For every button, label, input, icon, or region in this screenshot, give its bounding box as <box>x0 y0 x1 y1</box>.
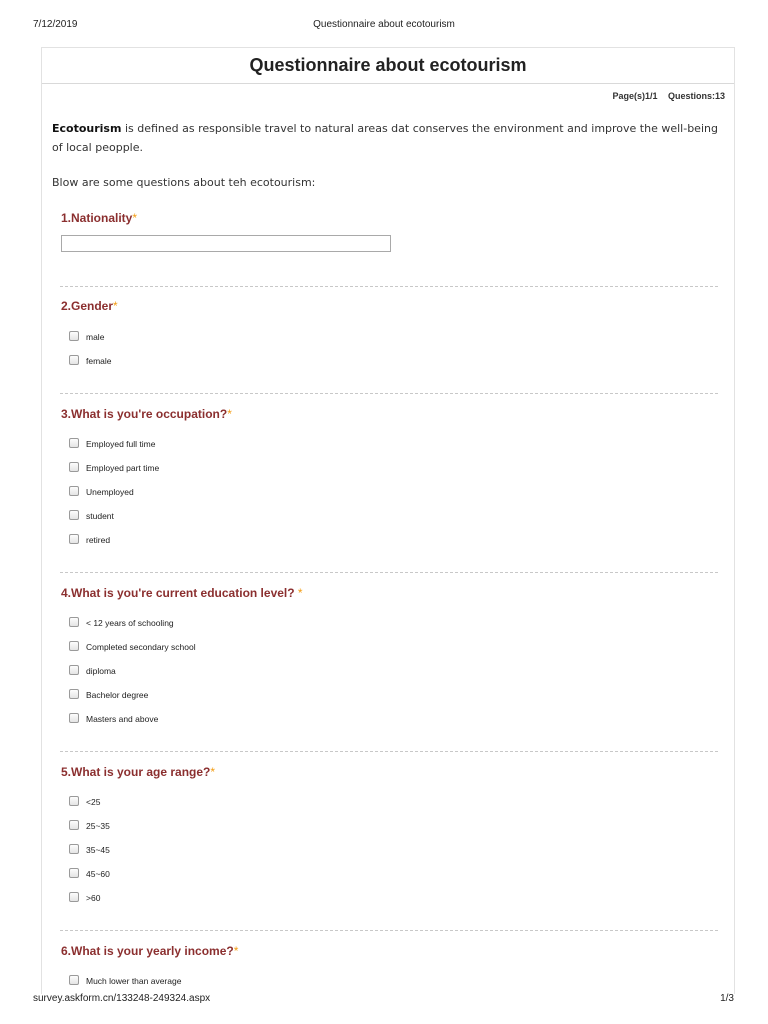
page-count: Page(s)1/1 <box>612 91 658 101</box>
survey-header <box>42 48 734 84</box>
option-age-35-45[interactable]: 35~45 <box>69 844 110 856</box>
option-student[interactable]: student <box>69 510 114 522</box>
question-title: 6.What is your yearly income?* <box>61 944 239 958</box>
survey-form <box>41 47 735 994</box>
checkbox[interactable] <box>69 617 79 627</box>
required-marker: * <box>113 299 118 313</box>
question-education <box>61 586 718 600</box>
option-bachelor[interactable]: Bachelor degree <box>69 689 148 701</box>
question-title: 2.Gender* <box>61 299 118 313</box>
option-unemployed[interactable]: Unemployed <box>69 486 134 498</box>
required-marker: * <box>132 211 138 225</box>
question-title: 4.What is you're current education level? * <box>61 586 303 600</box>
option-age-over-60[interactable]: >60 <box>69 892 100 904</box>
checkbox[interactable] <box>69 868 79 878</box>
checkbox[interactable] <box>69 355 79 365</box>
checkbox[interactable] <box>69 462 79 472</box>
checkbox[interactable] <box>69 486 79 496</box>
checkbox[interactable] <box>69 438 79 448</box>
option-secondary-school[interactable]: Completed secondary school <box>69 641 196 653</box>
option-employed-full-time[interactable]: Employed full time <box>69 438 155 450</box>
required-marker: * <box>233 944 239 958</box>
checkbox[interactable] <box>69 892 79 902</box>
option-age-45-60[interactable]: 45~60 <box>69 868 110 880</box>
intro-subtext: Blow are some questions about teh ecotourism: <box>52 176 316 189</box>
option-female[interactable]: female <box>69 355 112 367</box>
question-yearly-income <box>61 944 718 958</box>
required-marker: * <box>227 407 232 421</box>
checkbox[interactable] <box>69 534 79 544</box>
option-male[interactable]: male <box>69 331 104 343</box>
intro-text: is defined as responsible travel to natural areas dat conserves the environment and improve the well-being of local peopple. <box>52 122 718 154</box>
question-divider <box>60 930 718 931</box>
required-marker: * <box>297 586 303 600</box>
print-page-number: 1/3 <box>720 993 734 1004</box>
option-retired[interactable]: retired <box>69 534 110 546</box>
required-marker: * <box>210 765 216 779</box>
option-masters[interactable]: Masters and above <box>69 713 158 725</box>
survey-title: Questionnaire about ecotourism <box>249 55 527 75</box>
option-age-under-25[interactable]: <25 <box>69 796 100 808</box>
checkbox[interactable] <box>69 844 79 854</box>
checkbox[interactable] <box>69 510 79 520</box>
question-title: 5.What is your age range?* <box>61 765 216 779</box>
question-title: 1.Nationality* <box>61 211 138 225</box>
option-much-lower-than-average[interactable]: Much lower than average <box>69 975 181 987</box>
print-header-title: Questionnaire about ecotourism <box>313 19 455 30</box>
question-nationality <box>61 211 718 225</box>
question-count: Questions:13 <box>667 91 725 101</box>
question-divider <box>60 751 718 752</box>
checkbox[interactable] <box>69 796 79 806</box>
intro-paragraph <box>52 119 732 157</box>
survey-meta <box>612 91 725 101</box>
question-gender <box>61 299 718 313</box>
option-age-25-35[interactable]: 25~35 <box>69 820 110 832</box>
option-under-12-years[interactable]: < 12 years of schooling <box>69 617 174 629</box>
checkbox[interactable] <box>69 641 79 651</box>
question-divider <box>60 572 718 573</box>
question-title: 3.What is you're occupation?* <box>61 407 232 421</box>
checkbox[interactable] <box>69 975 79 985</box>
nationality-input[interactable] <box>61 235 391 252</box>
option-diploma[interactable]: diploma <box>69 665 116 677</box>
checkbox[interactable] <box>69 665 79 675</box>
question-age-range <box>61 765 718 779</box>
print-date: 7/12/2019 <box>33 19 78 30</box>
question-divider <box>60 286 718 287</box>
option-employed-part-time[interactable]: Employed part time <box>69 462 159 474</box>
checkbox[interactable] <box>69 820 79 830</box>
checkbox[interactable] <box>69 713 79 723</box>
print-url: survey.askform.cn/133248-249324.aspx <box>33 993 211 1004</box>
checkbox[interactable] <box>69 689 79 699</box>
intro-keyword: Ecotourism <box>52 122 122 135</box>
question-divider <box>60 393 718 394</box>
question-occupation <box>61 407 718 421</box>
checkbox[interactable] <box>69 331 79 341</box>
